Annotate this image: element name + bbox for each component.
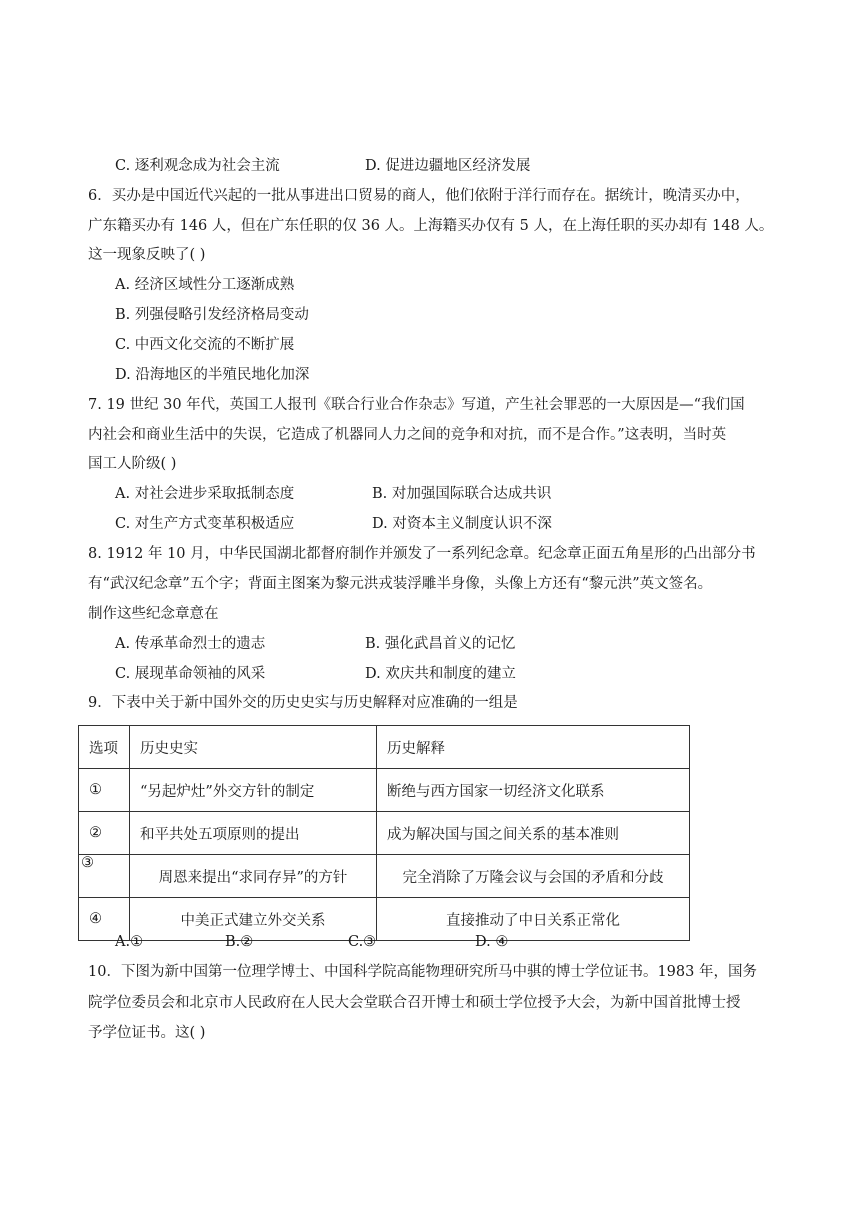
table-row (79, 812, 690, 855)
table-cell: ② (79, 812, 130, 855)
table-header-cell: 选项 (79, 726, 130, 769)
q7-stem-line-2: 内社会和商业生活中的失误，它造成了机器同人力之间的竞争和对抗，而不是合作。”这表明，当时英 (88, 427, 727, 443)
q6-stem-line-3: 这一现象反映了( ) (88, 247, 206, 263)
q5-option-c: C. 逐利观念成为社会主流 (115, 158, 280, 174)
q9-stem: 9．下表中关于新中国外交的历史史实与历史解释对应准确的一组是 (88, 695, 518, 711)
q10-stem-line-3: 予学位证书。这( ) (88, 1025, 206, 1041)
table-cell: 中美正式建立外交关系 (130, 898, 377, 941)
q8-stem-line-2: 有“武汉纪念章”五个字；背面主图案为黎元洪戎装浮雕半身像，头像上方还有“黎元洪”英文签名。 (88, 576, 713, 592)
history-table (78, 725, 690, 941)
q8-stem-line-3: 制作这些纪念章意在 (88, 606, 219, 622)
q6-stem-line-1: 6．买办是中国近代兴起的一批从事进出口贸易的商人，他们依附于洋行而存在。据统计，晚清买办中， (88, 188, 750, 204)
table-cell: ① (79, 769, 130, 812)
q6-option-d: D. 沿海地区的半殖民地化加深 (115, 367, 310, 383)
table-row (79, 898, 690, 941)
table-cell: ③ (79, 855, 130, 898)
table-cell: ④ (79, 898, 130, 941)
q8-option-d: D. 欢庆共和制度的建立 (365, 666, 516, 682)
q9-option-d: D. ④ (475, 934, 509, 950)
q7-option-a: A. 对社会进步采取抵制态度 (115, 486, 295, 502)
q8-option-b: B. 强化武昌首义的记忆 (365, 636, 516, 652)
q6-option-c: C. 中西文化交流的不断扩展 (115, 337, 295, 353)
table-row (79, 855, 690, 898)
table-cell: 直接推动了中日关系正常化 (377, 898, 690, 941)
table-cell: “另起炉灶”外交方针的制定 (130, 769, 377, 812)
table-cell: 完全消除了万隆会议与会国的矛盾和分歧 (377, 855, 690, 898)
q7-option-d: D. 对资本主义制度认识不深 (372, 516, 552, 532)
q8-option-a: A. 传承革命烈士的遗志 (115, 636, 266, 652)
table-cell: 断绝与西方国家一切经济文化联系 (377, 769, 690, 812)
table-cell: 和平共处五项原则的提出 (130, 812, 377, 855)
table-header-cell: 历史解释 (377, 726, 690, 769)
q10-stem-line-2: 院学位委员会和北京市人民政府在人民大会堂联合召开博士和硕士学位授予大会，为新中国首批博士授 (88, 995, 741, 1011)
q7-stem-line-1: 7. 19 世纪 30 年代，英国工人报刊《联合行业合作杂志》写道，产生社会罪恶的一大原因是—“我们国 (88, 397, 745, 413)
table-header-row (79, 726, 690, 769)
table-row (79, 769, 690, 812)
q6-option-b: B. 列强侵略引发经济格局变动 (115, 307, 309, 323)
q7-option-c: C. 对生产方式变革积极适应 (115, 516, 295, 532)
q6-option-a: A. 经济区域性分工逐渐成熟 (115, 277, 295, 293)
q6-stem-line-2: 广东籍买办有 146 人，但在广东任职的仅 36 人。上海籍买办仅有 5 人，在上海任职的买办却有 148 人。 (88, 218, 774, 234)
q8-option-c: C. 展现革命领袖的风采 (115, 666, 266, 682)
q10-stem-line-1: 10．下图为新中国第一位理学博士、中国科学院高能物理研究所马中骐的博士学位证书。1983 年，国务 (88, 964, 757, 980)
q7-stem-line-3: 国工人阶级( ) (88, 456, 177, 472)
q5-option-d: D. 促进边疆地区经济发展 (365, 158, 531, 174)
q9-option-a: A.① (115, 934, 144, 950)
table-cell: 周恩来提出“求同存异”的方针 (130, 855, 377, 898)
table-cell: 成为解决国与国之间关系的基本准则 (377, 812, 690, 855)
q9-option-c: C.③ (348, 934, 377, 950)
q8-stem-line-1: 8. 1912 年 10 月，中华民国湖北都督府制作并颁发了一系列纪念章。纪念章正面五角星形的凸出部分书 (88, 546, 756, 562)
q9-option-b: B.② (225, 934, 254, 950)
table-header-cell: 历史史实 (130, 726, 377, 769)
q7-option-b: B. 对加强国际联合达成共识 (372, 486, 552, 502)
